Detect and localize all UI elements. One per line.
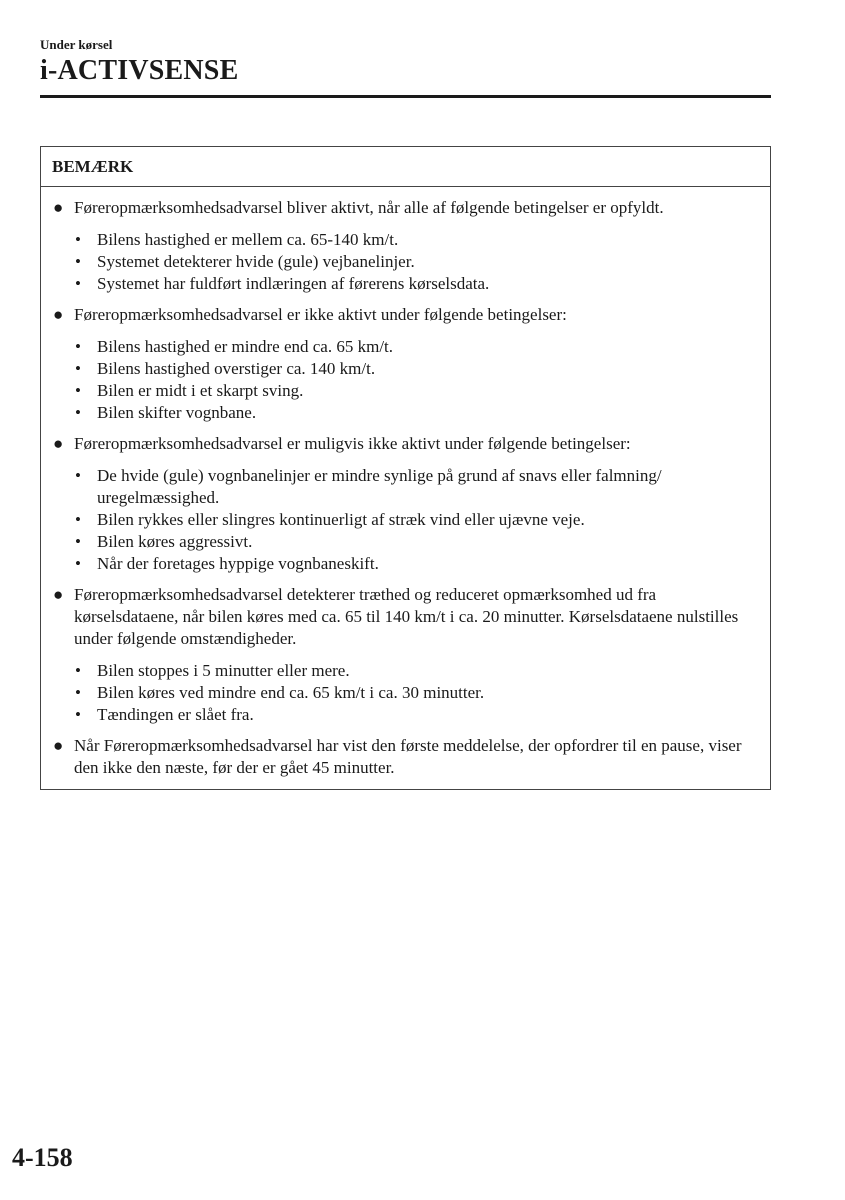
sub-bullet-text: Bilens hastighed er mindre end ca. 65 km/t. — [97, 337, 394, 356]
title-divider — [40, 95, 771, 98]
sub-bullet — [74, 336, 758, 358]
sub-bullet-text: Bilen køres ved mindre end ca. 65 km/t i ca. 30 minutter. — [97, 683, 485, 702]
sub-bullet-dot-icon: • — [75, 532, 81, 551]
sub-bullet-text: Bilen er midt i et skarpt sving. — [97, 381, 304, 400]
sub-bullet — [74, 704, 758, 726]
note-bullet-list — [41, 197, 758, 779]
bullet-dot-icon: ● — [53, 736, 64, 755]
sub-bullet-text: Bilen skifter vognbane. — [97, 403, 257, 422]
section-label: Under kørsel — [40, 37, 113, 52]
bullet-dot-icon: ● — [53, 434, 64, 453]
sub-bullet-list — [74, 465, 758, 575]
sub-bullet — [74, 229, 758, 251]
note-body — [41, 187, 770, 789]
sub-bullet-list — [74, 660, 758, 726]
sub-bullet — [74, 660, 758, 682]
note-bullet-text: Når Føreropmærksomhedsadvarsel har vist den første meddelelse, der opfordrer til en pause, viser den ikke den næste, før der er gået 45 minutter. — [74, 736, 742, 777]
sub-bullet — [74, 465, 758, 509]
sub-bullet-list — [74, 336, 758, 424]
note-bullet — [41, 584, 758, 726]
sub-bullet-text: Tændingen er slået fra. — [97, 705, 254, 724]
sub-bullet-list — [74, 229, 758, 295]
sub-bullet — [74, 251, 758, 273]
sub-bullet-dot-icon: • — [75, 252, 81, 271]
sub-bullet-dot-icon: • — [75, 661, 81, 680]
sub-bullet-dot-icon: • — [75, 230, 81, 249]
sub-bullet-text: Systemet har fuldført indlæringen af førerens kørselsdata. — [97, 274, 490, 293]
note-bullet — [41, 197, 758, 295]
sub-bullet-dot-icon: • — [75, 359, 81, 378]
sub-bullet — [74, 682, 758, 704]
sub-bullet — [74, 509, 758, 531]
sub-bullet-text: Bilens hastighed er mellem ca. 65-140 km/t. — [97, 230, 399, 249]
bullet-dot-icon: ● — [53, 198, 64, 217]
sub-bullet-text: Systemet detekterer hvide (gule) vejbanelinjer. — [97, 252, 415, 271]
note-box — [40, 146, 771, 790]
note-bullet — [41, 735, 758, 779]
sub-bullet-dot-icon: • — [75, 705, 81, 724]
sub-bullet-dot-icon: • — [75, 403, 81, 422]
sub-bullet — [74, 402, 758, 424]
note-bullet-text: Føreropmærksomhedsadvarsel bliver aktivt, når alle af følgende betingelser er opfyldt. — [74, 198, 664, 217]
page-title: i-ACTIVSENSE — [40, 55, 239, 86]
sub-bullet — [74, 358, 758, 380]
sub-bullet-text: Når der foretages hyppige vognbaneskift. — [97, 554, 379, 573]
sub-bullet — [74, 553, 758, 575]
bullet-dot-icon: ● — [53, 585, 64, 604]
note-bullet-text: Føreropmærksomhedsadvarsel er ikke aktivt under følgende betingelser: — [74, 305, 567, 324]
sub-bullet-dot-icon: • — [75, 554, 81, 573]
sub-bullet — [74, 273, 758, 295]
sub-bullet-dot-icon: • — [75, 510, 81, 529]
note-bullet-text: Føreropmærksomhedsadvarsel detekterer træthed og reduceret opmærksomhed ud fra kørselsdataene, når bilen køres med ca. 65 til 140 km/t i ca. 20 minutter. Kørselsdataene nulstilles under følgende omstændigheder. — [74, 585, 739, 648]
note-bullet — [41, 304, 758, 424]
note-bullet-text: Føreropmærksomhedsadvarsel er muligvis ikke aktivt under følgende betingelser: — [74, 434, 631, 453]
sub-bullet-dot-icon: • — [75, 274, 81, 293]
page-number: 4-158 — [12, 1143, 73, 1172]
note-heading: BEMÆRK — [41, 147, 770, 187]
sub-bullet-text: Bilen stoppes i 5 minutter eller mere. — [97, 661, 350, 680]
sub-bullet — [74, 531, 758, 553]
bullet-dot-icon: ● — [53, 305, 64, 324]
sub-bullet-text: Bilen køres aggressivt. — [97, 532, 253, 551]
sub-bullet-dot-icon: • — [75, 466, 81, 485]
sub-bullet-text: De hvide (gule) vognbanelinjer er mindre synlige på grund af snavs eller falmning/ uregelmæssighed. — [97, 466, 662, 507]
sub-bullet-text: Bilen rykkes eller slingres kontinuerligt af stræk vind eller ujævne veje. — [97, 510, 585, 529]
sub-bullet-dot-icon: • — [75, 381, 81, 400]
note-bullet — [41, 433, 758, 575]
sub-bullet-dot-icon: • — [75, 337, 81, 356]
sub-bullet-dot-icon: • — [75, 683, 81, 702]
sub-bullet — [74, 380, 758, 402]
sub-bullet-text: Bilens hastighed overstiger ca. 140 km/t. — [97, 359, 376, 378]
